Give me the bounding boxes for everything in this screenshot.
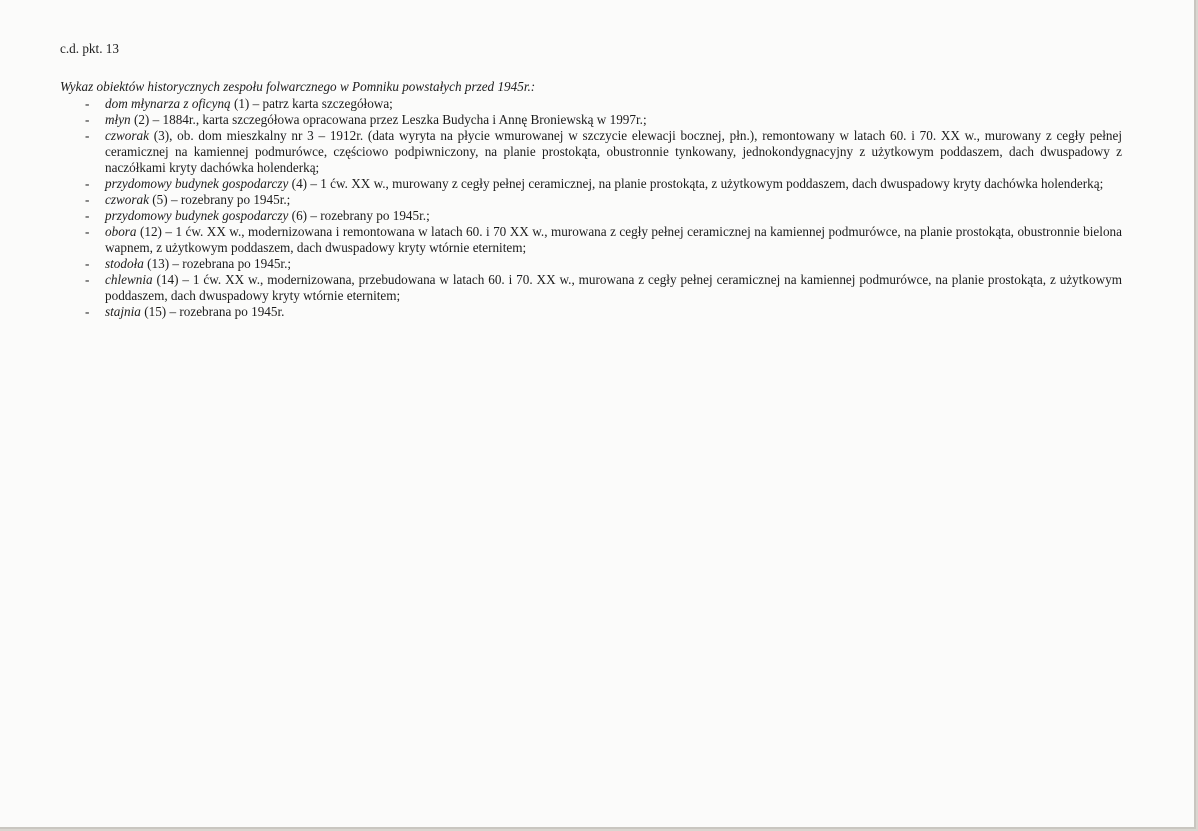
object-description: (6) – rozebrany po 1945r.;	[288, 208, 430, 224]
list-item	[60, 176, 1122, 192]
object-description: (3), ob. dom mieszkalny nr 3 – 1912r. (data wyryta na płycie wmurowanej w szczycie elewacji bocznej, płn.), remontowany w latach 60. i 70. XX w., murowany z cegły pełnej ceramicznej na kamiennej podmurówce, częściowo podpiwniczony, na planie prostokąta, obustronnie tynkowany, jednokondygnacyjny z użytkowym poddaszem, dach dwuspadowy z naczółkami kryty dachówka holenderką;	[105, 128, 1122, 175]
section-reference: c.d. pkt. 13	[60, 41, 119, 56]
list-bullet: -	[85, 208, 90, 224]
list-item	[60, 256, 1122, 272]
object-name: przydomowy budynek gospodarczy	[105, 175, 289, 191]
object-name: obora	[105, 224, 137, 240]
list-bullet: -	[85, 175, 90, 191]
list-item	[60, 224, 1122, 255]
list-item	[60, 112, 1122, 128]
object-description: (2) – 1884r., karta szczegółowa opracowana przez Leszka Budycha i Annę Broniewską w 1997r.;	[130, 112, 647, 128]
object-description: (15) – rozebrana po 1945r.	[140, 304, 285, 320]
list-item	[60, 304, 1122, 320]
object-list	[60, 96, 1122, 320]
object-name: czworak	[105, 128, 149, 144]
list-bullet: -	[85, 224, 90, 240]
object-name: stajnia	[105, 304, 141, 320]
object-name: młyn	[105, 112, 131, 128]
list-heading: Wykaz obiektów historycznych zespołu folwarcznego w Pomniku powstałych przed 1945r.:	[60, 79, 536, 94]
list-bullet: -	[85, 304, 90, 320]
object-name: przydomowy budynek gospodarczy	[105, 208, 289, 224]
object-description: (13) – rozebrana po 1945r.;	[143, 256, 292, 272]
object-description: (4) – 1 ćw. XX w., murowany z cegły pełnej ceramicznej, na planie prostokąta, z użytkowym poddaszem, dach dwuspadowy kryty dachówka holenderką;	[288, 175, 1104, 191]
list-bullet: -	[85, 256, 90, 272]
object-description: (1) – patrz karta szczegółowa;	[230, 96, 393, 111]
object-description: (5) – rozebrany po 1945r.;	[148, 191, 291, 207]
object-description: (14) – 1 ćw. XX w., modernizowana, przebudowana w latach 60. i 70. XX w., murowana z cegły pełnej ceramicznej na kamiennej podmurówce, na planie prostokąta, z użytkowym poddaszem, dach dwuspadowy kryty wtórnie eternitem;	[105, 272, 1122, 303]
list-bullet: -	[85, 191, 90, 207]
list-item	[60, 128, 1122, 175]
list-bullet: -	[85, 272, 90, 288]
list-bullet: -	[85, 96, 90, 111]
list-bullet: -	[85, 112, 90, 128]
list-bullet: -	[85, 128, 90, 144]
list-item	[60, 208, 1122, 224]
object-name: chlewnia	[105, 272, 153, 288]
object-description: (12) – 1 ćw. XX w., modernizowana i remontowana w latach 60. i 70 XX w., murowana z cegły pełnej ceramicznej na kamiennej podmurówce, na planie prostokąta, obustronnie bielona wapnem, z użytkowym poddaszem, dach dwuspadowy kryty wtórnie eternitem;	[105, 224, 1122, 255]
object-name: dom młynarza z oficyną	[105, 96, 231, 111]
list-item	[60, 272, 1122, 303]
list-item	[60, 96, 1122, 112]
list-item	[60, 192, 1122, 208]
object-name: czworak	[105, 191, 149, 207]
object-name: stodoła	[105, 256, 144, 272]
